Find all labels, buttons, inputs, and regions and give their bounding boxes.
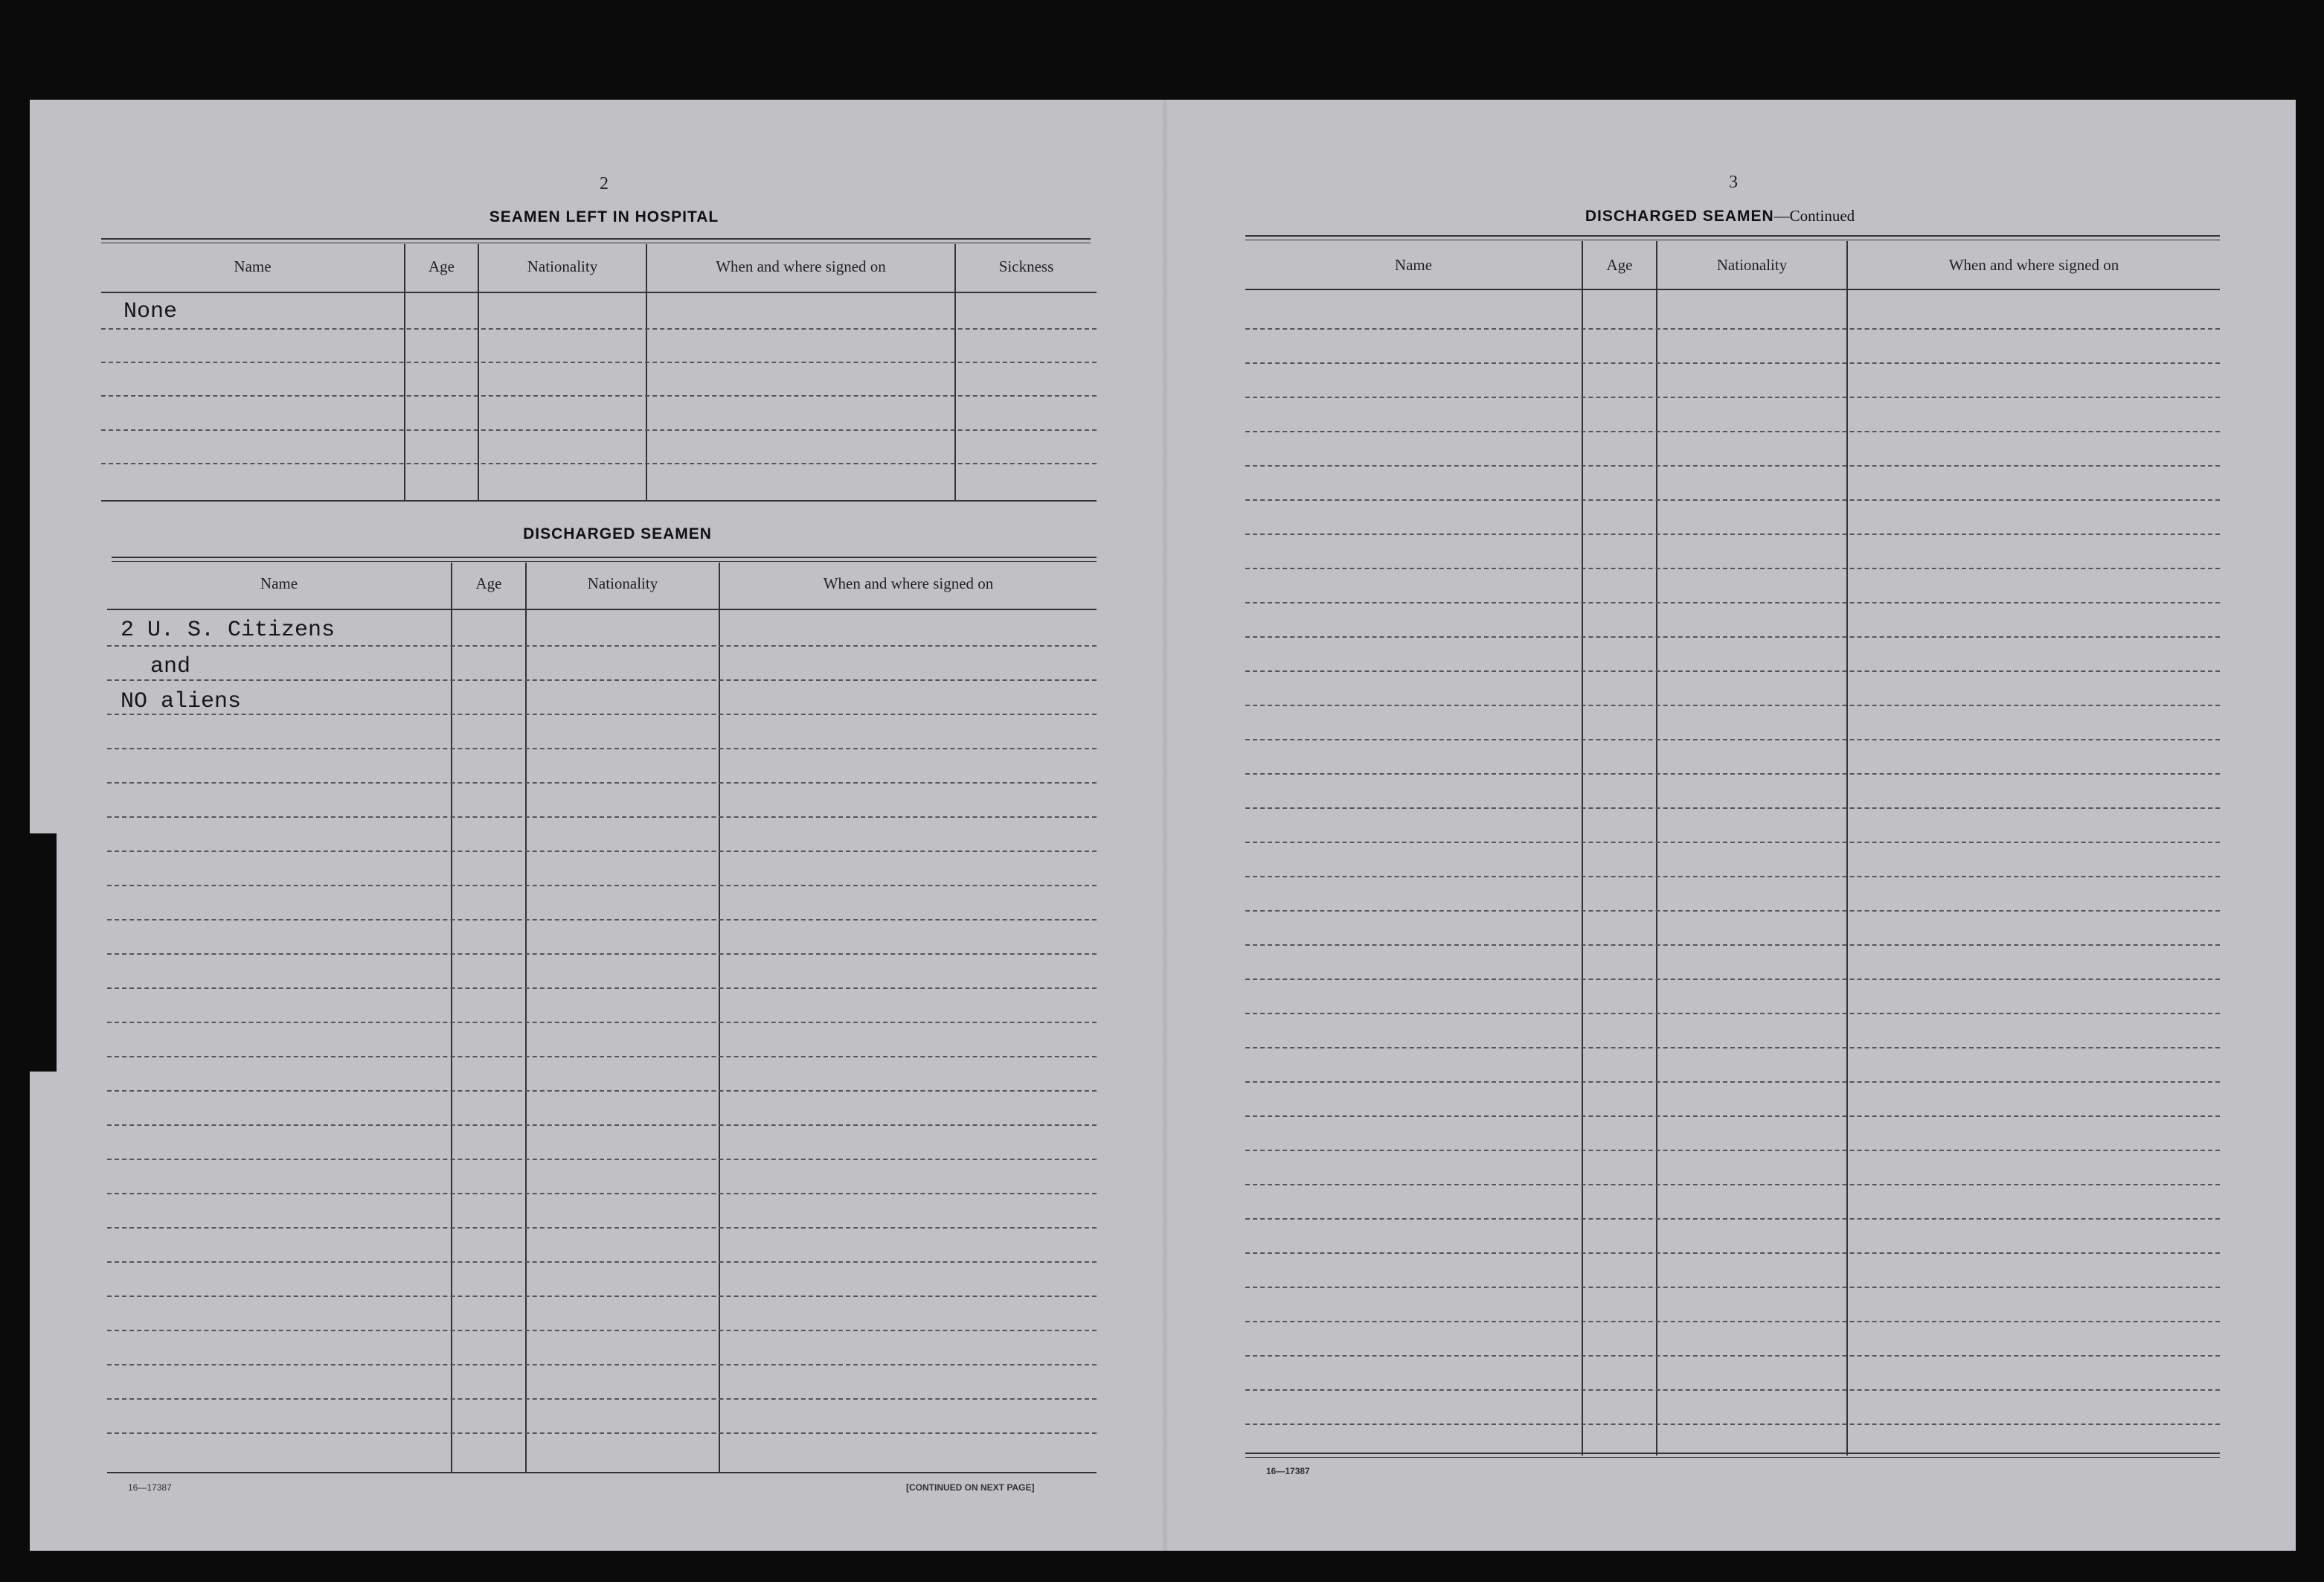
row-line bbox=[107, 679, 1097, 681]
row-line bbox=[1245, 397, 2220, 398]
row-line bbox=[1245, 910, 2220, 912]
row-line bbox=[107, 714, 1097, 715]
row-line bbox=[1245, 1355, 2220, 1357]
hospital-col-age: Age bbox=[428, 257, 455, 275]
right-section-title bbox=[1585, 207, 1855, 225]
row-line bbox=[1245, 328, 2220, 330]
row-line bbox=[1245, 1081, 2220, 1083]
right-table-top-rule bbox=[1245, 235, 2220, 237]
discharged-entry: 2 U. S. Citizens bbox=[121, 618, 336, 643]
row-line bbox=[107, 1159, 1097, 1160]
hospital-table-bottom-rule bbox=[101, 500, 1097, 502]
discharged-table-top-rule bbox=[112, 557, 1097, 558]
page-fold bbox=[1162, 100, 1168, 1551]
row-line bbox=[1245, 876, 2220, 877]
discharged-col-divider bbox=[451, 563, 452, 1472]
hospital-col-name: Name bbox=[234, 257, 272, 275]
discharged-col-nationality: Nationality bbox=[587, 574, 658, 592]
form-number-right: 16—17387 bbox=[1266, 1466, 1310, 1476]
row-line bbox=[107, 1432, 1097, 1434]
hospital-header-rule bbox=[101, 292, 1097, 293]
hospital-col-signed-on: When and where signed on bbox=[716, 257, 886, 275]
right-col-name: Name bbox=[1394, 256, 1433, 274]
row-line bbox=[107, 748, 1097, 749]
row-line bbox=[107, 1090, 1097, 1092]
continued-note: [CONTINUED ON NEXT PAGE] bbox=[906, 1482, 1035, 1493]
row-line bbox=[107, 953, 1097, 955]
row-line bbox=[1245, 1389, 2220, 1391]
row-line bbox=[1245, 568, 2220, 569]
row-line bbox=[1245, 636, 2220, 638]
row-line bbox=[107, 1296, 1097, 1297]
discharged-entry: NO aliens bbox=[121, 689, 242, 714]
row-line bbox=[1245, 739, 2220, 740]
right-col-nationality: Nationality bbox=[1716, 256, 1788, 274]
hospital-col-sickness: Sickness bbox=[998, 257, 1054, 275]
row-line bbox=[107, 1398, 1097, 1400]
row-line bbox=[1245, 842, 2220, 843]
row-line bbox=[1245, 431, 2220, 432]
row-line bbox=[107, 1261, 1097, 1263]
row-line bbox=[1245, 1150, 2220, 1151]
row-line bbox=[107, 1193, 1097, 1194]
discharged-table-bottom-rule bbox=[107, 1472, 1097, 1473]
row-line bbox=[1245, 944, 2220, 946]
page-number-right: 3 bbox=[1729, 173, 1738, 192]
row-line bbox=[107, 1364, 1097, 1365]
row-line bbox=[107, 919, 1097, 920]
discharged-col-signed-on: When and where signed on bbox=[823, 574, 994, 592]
row-line bbox=[1245, 499, 2220, 501]
hospital-row-line bbox=[101, 362, 1097, 363]
hospital-entry: None bbox=[123, 299, 178, 324]
discharged-entry: and bbox=[150, 654, 191, 679]
row-line bbox=[1245, 1184, 2220, 1185]
discharged-section-title: DISCHARGED SEAMEN bbox=[523, 525, 712, 542]
right-col-signed-on: When and where signed on bbox=[1948, 256, 2119, 274]
binding-edge bbox=[30, 833, 57, 1072]
right-section-title-suffix: —Continued bbox=[1774, 207, 1855, 225]
row-line bbox=[1245, 1013, 2220, 1014]
row-line bbox=[107, 645, 1097, 647]
row-line bbox=[107, 851, 1097, 852]
discharged-col-name: Name bbox=[260, 574, 298, 592]
discharged-col-age: Age bbox=[475, 574, 502, 592]
right-header-rule bbox=[1245, 289, 2220, 290]
hospital-section-title: SEAMEN LEFT IN HOSPITAL bbox=[489, 208, 719, 225]
row-line bbox=[107, 885, 1097, 886]
row-line bbox=[1245, 773, 2220, 775]
right-col-divider bbox=[1582, 241, 1583, 1455]
row-line bbox=[107, 1056, 1097, 1057]
row-line bbox=[1245, 465, 2220, 467]
row-line bbox=[1245, 1218, 2220, 1220]
row-line bbox=[1245, 362, 2220, 364]
form-number-left: 16—17387 bbox=[128, 1482, 172, 1493]
discharged-table-top-rule-inner bbox=[112, 561, 1097, 562]
discharged-col-divider bbox=[525, 563, 527, 1472]
right-table-bottom-rule bbox=[1245, 1453, 2220, 1454]
row-line bbox=[1245, 602, 2220, 603]
row-line bbox=[1245, 1287, 2220, 1288]
right-col-divider bbox=[1846, 241, 1848, 1455]
row-line bbox=[1245, 1321, 2220, 1322]
right-col-divider bbox=[1656, 241, 1657, 1455]
row-line bbox=[1245, 705, 2220, 706]
row-line bbox=[1245, 534, 2220, 535]
row-line bbox=[107, 782, 1097, 784]
row-line bbox=[107, 1022, 1097, 1023]
row-line bbox=[107, 1227, 1097, 1229]
discharged-col-divider bbox=[719, 563, 720, 1472]
row-line bbox=[1245, 1047, 2220, 1048]
row-line bbox=[107, 987, 1097, 989]
row-line bbox=[107, 1330, 1097, 1331]
hospital-col-nationality: Nationality bbox=[527, 257, 598, 275]
page-number-left: 2 bbox=[600, 174, 609, 193]
hospital-row-line bbox=[101, 463, 1097, 464]
discharged-header-rule bbox=[107, 609, 1097, 610]
hospital-row-line bbox=[101, 395, 1097, 397]
row-line bbox=[107, 816, 1097, 818]
right-section-title-main: DISCHARGED SEAMEN bbox=[1585, 208, 1774, 225]
hospital-row-line bbox=[101, 328, 1097, 330]
row-line bbox=[1245, 807, 2220, 809]
row-line bbox=[1245, 670, 2220, 672]
row-line bbox=[1245, 1115, 2220, 1117]
row-line bbox=[1245, 979, 2220, 980]
row-line bbox=[1245, 1252, 2220, 1254]
right-table-bottom-rule-inner bbox=[1245, 1457, 2220, 1458]
hospital-row-line bbox=[101, 429, 1097, 431]
row-line bbox=[107, 1124, 1097, 1126]
hospital-table-top-rule bbox=[101, 238, 1091, 240]
right-col-age: Age bbox=[1606, 256, 1633, 274]
row-line bbox=[1245, 1424, 2220, 1425]
